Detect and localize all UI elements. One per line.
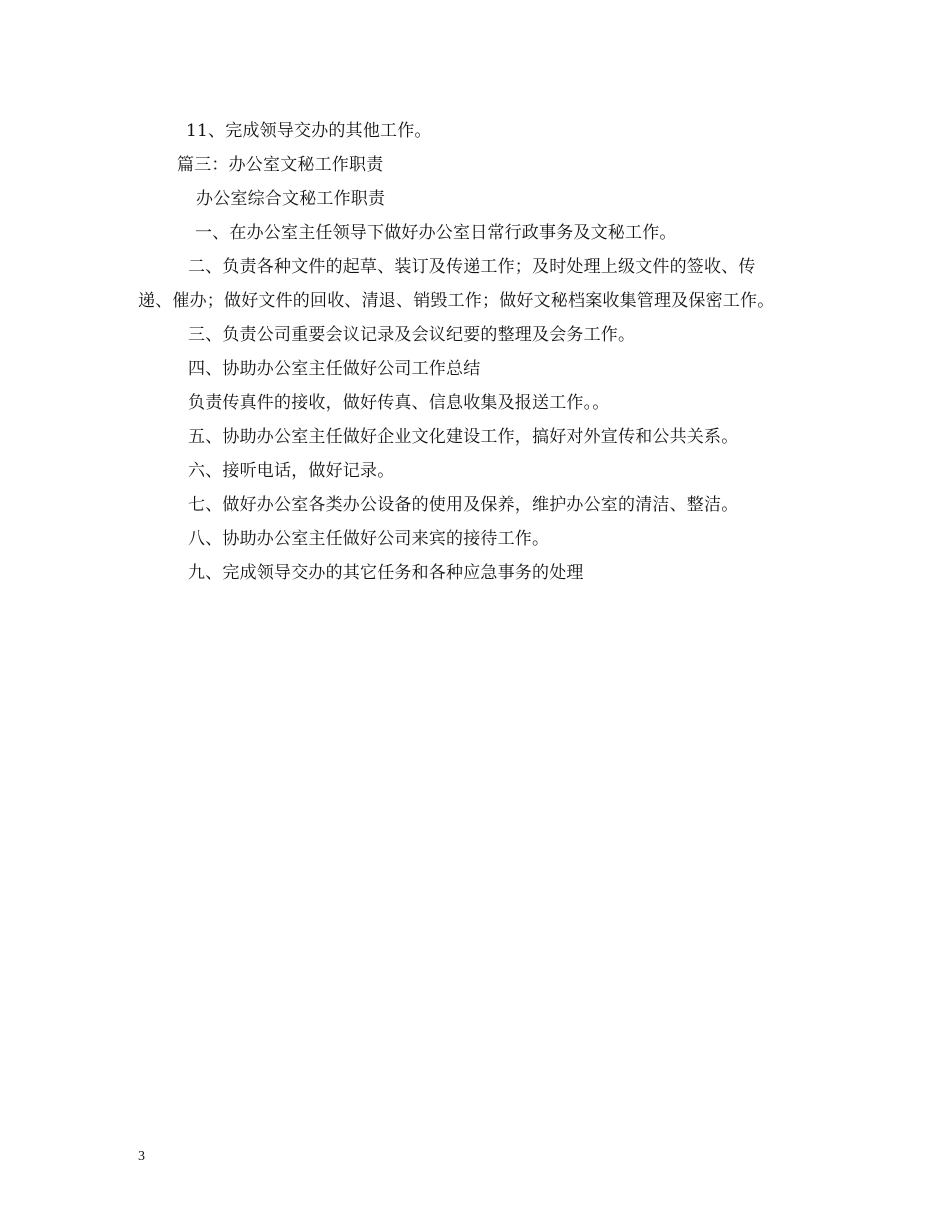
section-heading: 篇三：办公室文秘工作职责 [177,155,384,175]
text-line-9: 负责传真件的接收，做好传真、信息收集及报送工作。。 [188,393,610,413]
text-line-10: 五、协助办公室主任做好企业文化建设工作，搞好对外宣传和公共关系。 [188,427,739,447]
text-line-11: 六、接听电话，做好记录。 [188,461,395,481]
text-line-7: 三、负责公司重要会议记录及会议纪要的整理及会务工作。 [188,325,636,345]
text-line-6: 递、催办；做好文件的回收、清退、销毁工作；做好文秘档案收集管理及保密工作。 [138,291,775,311]
text-line-4: 一、在办公室主任领导下做好办公室日常行政事务及文秘工作。 [195,223,677,243]
text-line-5: 二、负责各种文件的起草、装订及传递工作；及时处理上级文件的签收、传 [188,257,756,277]
text-line-8: 四、协助办公室主任做好公司工作总结 [188,359,481,379]
text-line-14: 九、完成领导交办的其它任务和各种应急事务的处理 [188,563,584,583]
text-line-12: 七、做好办公室各类办公设备的使用及保养，维护办公室的清洁、整洁。 [188,495,739,515]
page-number: 3 [138,1149,145,1164]
subsection-heading: 办公室综合文秘工作职责 [196,189,386,209]
text-line-13: 八、协助办公室主任做好公司来宾的接待工作。 [188,529,550,549]
text-line-1: 11、完成领导交办的其他工作。 [186,121,432,141]
